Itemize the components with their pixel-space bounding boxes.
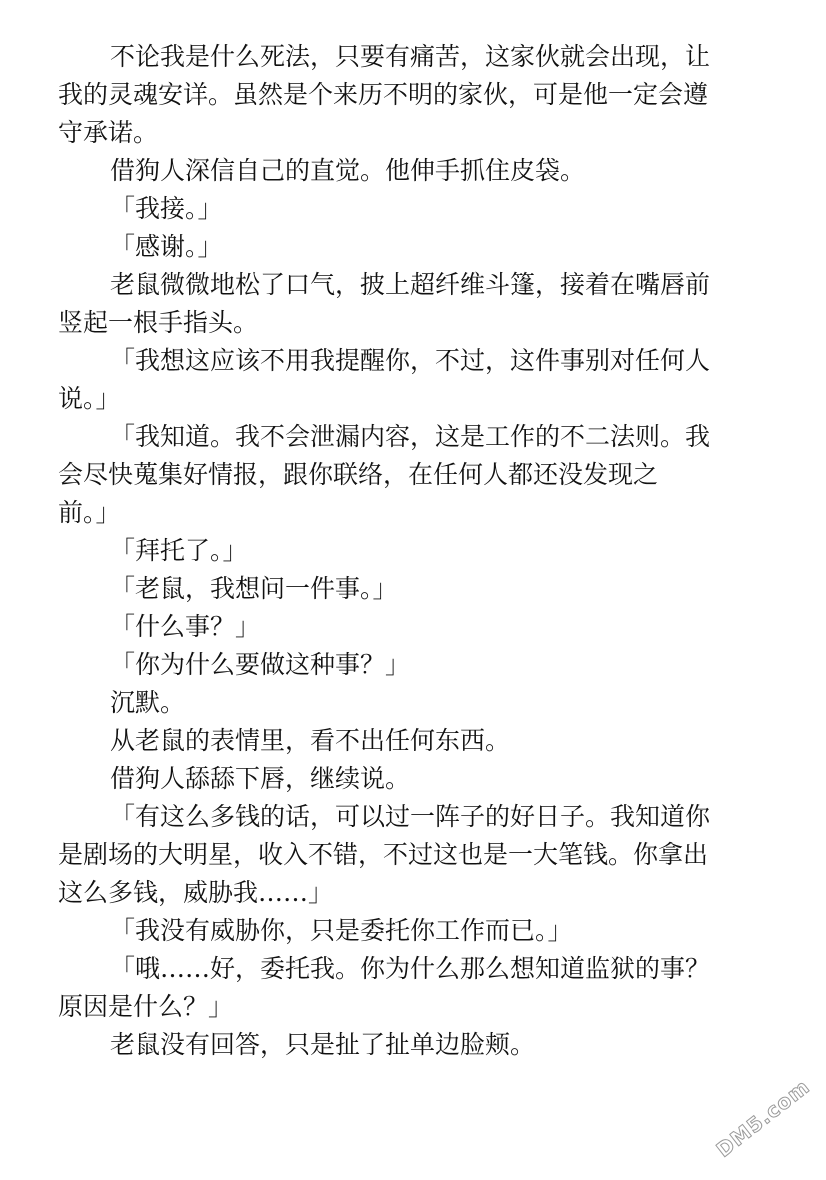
- text-line: 说。」: [58, 384, 121, 413]
- text-line: 不论我是什么死法，只要有痛苦，这家伙就会出现，让: [110, 42, 711, 71]
- text-line: 借狗人深信自己的直觉。他伸手抓住皮袋。: [110, 156, 586, 185]
- text-line: 「我没有威胁你，只是委托你工作而已。」: [110, 916, 573, 945]
- watermark-text: DM5.com: [711, 1074, 815, 1162]
- text-line: 守承诺。: [58, 118, 159, 147]
- paragraph: [58, 228, 758, 266]
- text-line: 「有这么多钱的话，可以过一阵子的好日子。我知道你: [110, 802, 711, 831]
- paragraph: [58, 266, 758, 342]
- paragraph: [58, 38, 758, 152]
- paragraph: [58, 646, 758, 684]
- paragraph: [58, 760, 758, 798]
- paragraph: [58, 152, 758, 190]
- paragraph: [58, 532, 758, 570]
- text-line: 「你为什么要做这种事？」: [110, 650, 411, 679]
- text-line: 「拜托了。」: [110, 536, 248, 565]
- paragraph: [58, 798, 758, 912]
- text-line: 原因是什么？」: [58, 992, 234, 1021]
- text-line: 是剧场的大明星，收入不错，不过这也是一大笔钱。你拿出: [58, 840, 709, 869]
- text-line: 这么多钱，威胁我……」: [58, 878, 334, 907]
- paragraph: [58, 950, 758, 1026]
- paragraph: [58, 342, 758, 418]
- text-line: 「我想这应该不用我提醒你，不过，这件事别对任何人: [110, 346, 711, 375]
- paragraph: [58, 912, 758, 950]
- paragraph: [58, 722, 758, 760]
- paragraph: [58, 684, 758, 722]
- text-line: 会尽快蒐集好情报，跟你联络，在任何人都还没发现之: [58, 460, 659, 489]
- text-line: 借狗人舔舔下唇，继续说。: [110, 764, 411, 793]
- text-line: 「老鼠，我想问一件事。」: [110, 574, 398, 603]
- text-line: 沉默。: [110, 688, 186, 717]
- site-watermark-logo: [706, 1063, 820, 1174]
- text-line: 「我知道。我不会泄漏内容，这是工作的不二法则。我: [110, 422, 711, 451]
- paragraph: [58, 190, 758, 228]
- text-line: 竖起一根手指头。: [58, 308, 259, 337]
- text-body: [58, 38, 758, 1064]
- text-line: 「什么事？」: [110, 612, 261, 641]
- text-line: 我的灵魂安详。虽然是个来历不明的家伙，可是他一定会遵: [58, 80, 709, 109]
- text-line: 「哦……好，委托我。你为什么那么想知道监狱的事？: [110, 954, 711, 983]
- text-line: 「感谢。」: [110, 232, 223, 261]
- text-line: 老鼠微微地松了口气，披上超纤维斗篷，接着在嘴唇前: [110, 270, 711, 299]
- paragraph: [58, 1026, 758, 1064]
- paragraph: [58, 570, 758, 608]
- text-line: 老鼠没有回答，只是扯了扯单边脸颊。: [110, 1030, 536, 1059]
- paragraph: [58, 608, 758, 646]
- paragraph: [58, 418, 758, 532]
- text-line: 前。」: [58, 498, 121, 527]
- text-line: 「我接。」: [110, 194, 223, 223]
- text-line: 从老鼠的表情里，看不出任何东西。: [110, 726, 511, 755]
